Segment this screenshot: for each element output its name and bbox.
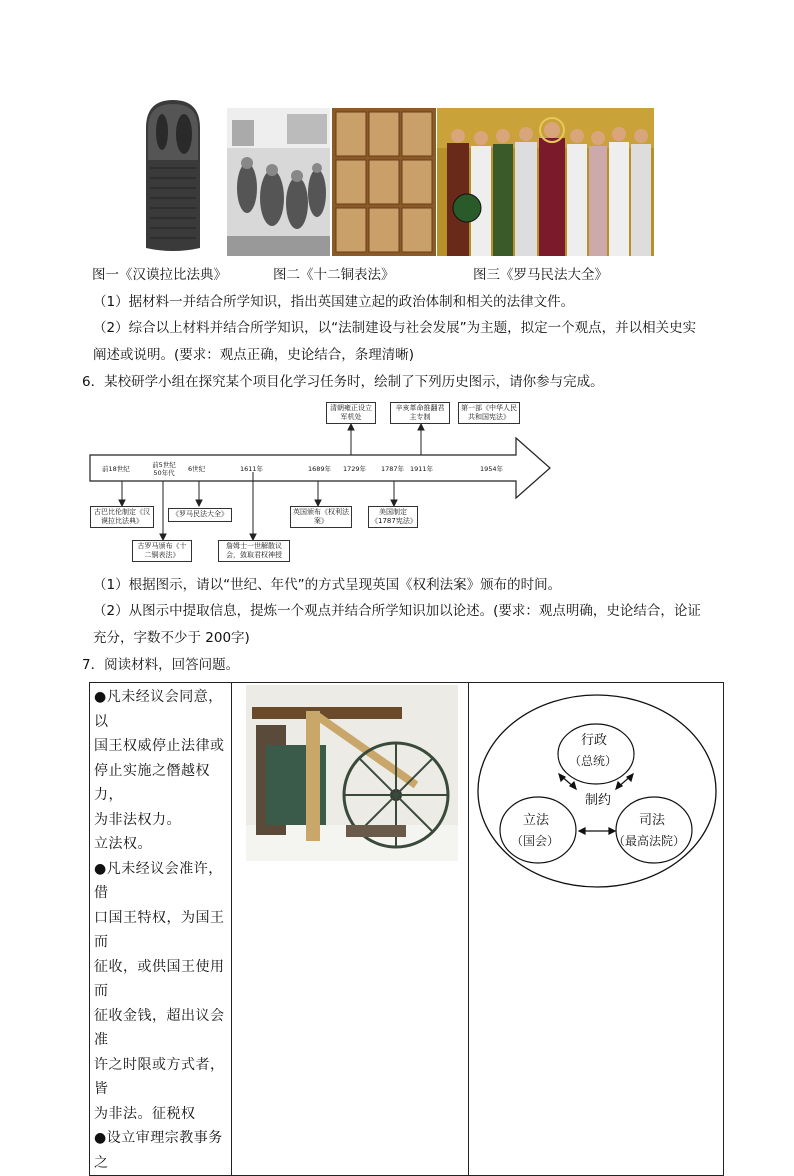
tick-1787: 1787年 [381, 465, 405, 473]
text-line: ●凡未经议会准许，借 [94, 860, 223, 901]
legislative-sub-label: （国会） [511, 834, 560, 848]
text-line: 征收，或供国王使用而 [94, 958, 225, 999]
event-bill-of-rights: 英国颁布《权利法案》 [290, 506, 352, 528]
event-grand-council: 清朝雍正设立军机处 [326, 402, 376, 424]
executive-sub-label: （总统） [569, 754, 618, 768]
q6-subquestion-2-line-1: （2）从图示中提取信息，提炼一个观点并结合所学知识加以论述。(要求：观点明确，史论结合，论证 [93, 603, 701, 619]
figure-2-caption: 图二《十二铜表法》 [273, 267, 395, 283]
checks-label: 制约 [585, 793, 612, 808]
figure-3-caption: 图三《罗马民法大全》 [473, 267, 608, 283]
bill-of-rights-text-cell [90, 683, 232, 1176]
text-line: 许之时限或方式者，皆 [94, 1056, 225, 1097]
tick-1911: 1911年 [410, 465, 434, 473]
text-line: 征收金钱，超出议会准 [94, 1007, 225, 1048]
event-twelve-tables: 古罗马颁布《十二铜表法》 [132, 540, 192, 562]
q6-subquestion-2-line-2: 充分，字数不少于 200字) [93, 630, 250, 646]
steam-engine-cell [232, 683, 469, 1176]
separation-of-powers-cell [469, 683, 724, 1176]
executive-label: 行政 [581, 733, 608, 748]
q5-subquestion-1: （1）据材料一并结合所学知识，指出英国建立起的政治体制和相关的法律文件。 [93, 294, 575, 310]
figure-1-caption: 图一《汉谟拉比法典》 [92, 267, 227, 283]
justinian-mosaic-image [437, 108, 654, 256]
text-line: 为非法权力。 [94, 811, 181, 828]
twelve-tables-engraving-image [227, 108, 330, 256]
text-line: 为非法。征税权 [94, 1105, 196, 1122]
text-line: 国王权威停止法律或 [94, 738, 225, 754]
bronze-tablets-image [332, 108, 436, 256]
q6-stem: 6．某校研学小组在探究某个项目化学习任务时，绘制了下列历史图示，请你参与完成。 [82, 374, 604, 390]
separation-of-powers-diagram [475, 691, 719, 891]
text-line: 口国王特权，为国王而 [94, 909, 225, 950]
event-corpus-juris-civilis: 《罗马民法大全》 [168, 508, 232, 522]
text-line: 立法权。 [94, 836, 152, 852]
judicial-sub-label: （最高法院） [613, 834, 686, 848]
q7-stem: 7．阅读材料，回答问题。 [82, 657, 240, 673]
history-timeline [88, 398, 553, 566]
event-1954-constitution: 第一部《中华人民共和国宪法》 [458, 402, 520, 424]
legislative-label: 立法 [523, 813, 550, 828]
event-james-i-dissolves-parliament: 詹姆士一世解散议会，敛取君权神授 [218, 540, 290, 562]
steam-engine-image [246, 685, 458, 861]
judicial-label: 司法 [639, 813, 666, 828]
tick-6th-century: 6世纪 [188, 465, 206, 473]
tick-18th-century-bc: 前18世纪 [102, 465, 130, 473]
event-1787-constitution: 美国制定《1787宪法》 [368, 506, 418, 528]
q5-subquestion-2-line-1: （2）综合以上材料并结合所学知识，以“法制建设与社会发展”为主题，拟定一个观点，并以相关史实 [93, 320, 697, 336]
text-line: ●凡未经议会同意，以 [94, 689, 223, 730]
q5-subquestion-2-line-2: 阐述或说明。(要求：观点正确，史论结合，条理清晰) [93, 347, 415, 363]
tick-5th-century-bc: 前5世纪50年代 [152, 461, 176, 477]
hammurabi-stele-image [140, 98, 206, 254]
q7-material-table [89, 682, 724, 1176]
tick-1729: 1729年 [343, 465, 367, 473]
tick-1954: 1954年 [480, 465, 504, 473]
tick-1689: 1689年 [308, 465, 332, 473]
event-hammurabi-code: 古巴比伦制定《汉谟拉比法典》 [90, 506, 154, 528]
event-1911-revolution: 辛亥革命推翻君主专制 [390, 402, 450, 424]
text-line: 停止实施之僭越权力， [94, 762, 210, 803]
tick-1611: 1611年 [240, 465, 264, 473]
text-line: ●设立审理宗教事务之 [94, 1130, 223, 1171]
q6-subquestion-1: （1）根据图示，请以“世纪、年代”的方式呈现英国《权利法案》颁布的时间。 [93, 577, 562, 593]
